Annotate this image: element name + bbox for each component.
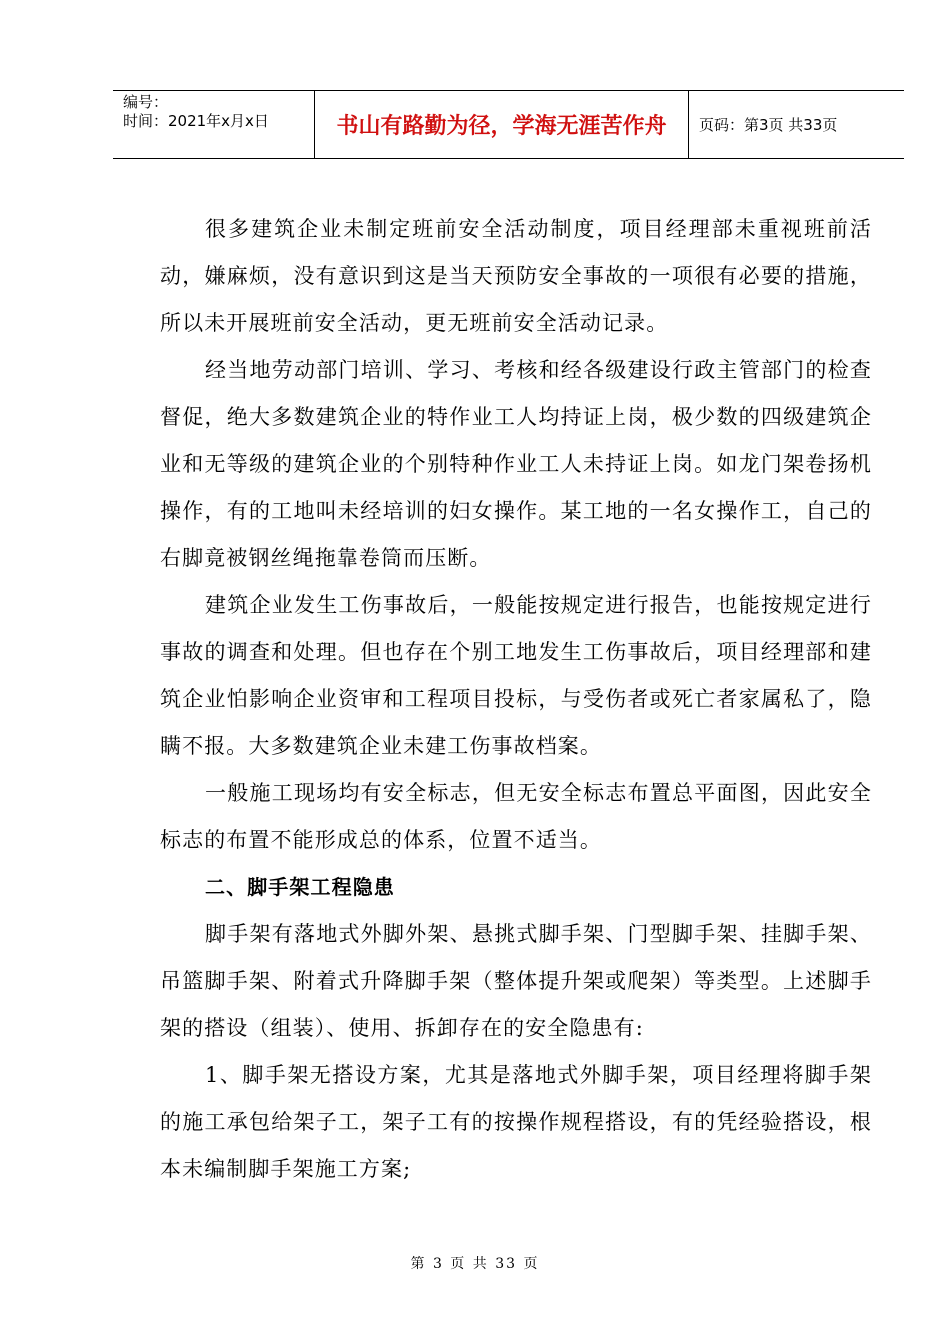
page-footer: 第 3 页 共 33 页 — [410, 1256, 540, 1272]
header-meta-cell — [113, 91, 315, 158]
header-page-label: 页码：第3页 共33页 — [699, 116, 838, 134]
paragraph: 经当地劳动部门培训、学习、考核和经各级建设行政主管部门的检查督促，绝大多数建筑企业的特作业工人均持证上岗，极少数的四级建筑企业和无等级的建筑企业的个别特种作业工人未持证上岗。如龙门架卷扬机操作，有的工地叫未经培训的妇女操作。某工地的一名女操作工，自己的右脚竟被钢丝绳拖靠卷筒而压断。 — [160, 358, 872, 570]
paragraph: 脚手架有落地式外脚外架、悬挑式脚手架、门型脚手架、挂脚手架、吊篮脚手架、附着式升降脚手架（整体提升架或爬架）等类型。上述脚手架的搭设（组装）、使用、拆卸存在的安全隐患有: — [160, 922, 872, 1040]
document-number-label: 编号： — [123, 93, 169, 111]
paragraph: 建筑企业发生工伤事故后，一般能按规定进行报告，也能按规定进行事故的调查和处理。但也存在个别工地发生工伤事故后，项目经理部和建筑企业怕影响企业资审和工程项目投标，与受伤者或死亡者家属私了，隐瞒不报。大多数建筑企业未建工伤事故档案。 — [160, 593, 872, 758]
header-motto: 书山有路勤为径，学海无涯苦作舟 — [315, 91, 689, 158]
section-heading: 二、脚手架工程隐患 — [205, 875, 395, 899]
paragraph: 很多建筑企业未制定班前安全活动制度，项目经理部未重视班前活动，嫌麻烦，没有意识到这是当天预防安全事故的一项很有必要的措施，所以未开展班前安全活动，更无班前安全活动记录。 — [160, 217, 872, 335]
document-body — [160, 206, 872, 1193]
paragraph: 一般施工现场均有安全标志，但无安全标志布置总平面图，因此安全标志的布置不能形成总的体系，位置不适当。 — [160, 781, 872, 852]
page-header — [113, 90, 904, 159]
paragraph: 1、脚手架无搭设方案，尤其是落地式外脚手架，项目经理将脚手架的施工承包给架子工，架子工有的按操作规程搭设，有的凭经验搭设，根本未编制脚手架施工方案; — [160, 1063, 872, 1181]
document-time-label: 时间：2021年x月x日 — [123, 112, 269, 130]
